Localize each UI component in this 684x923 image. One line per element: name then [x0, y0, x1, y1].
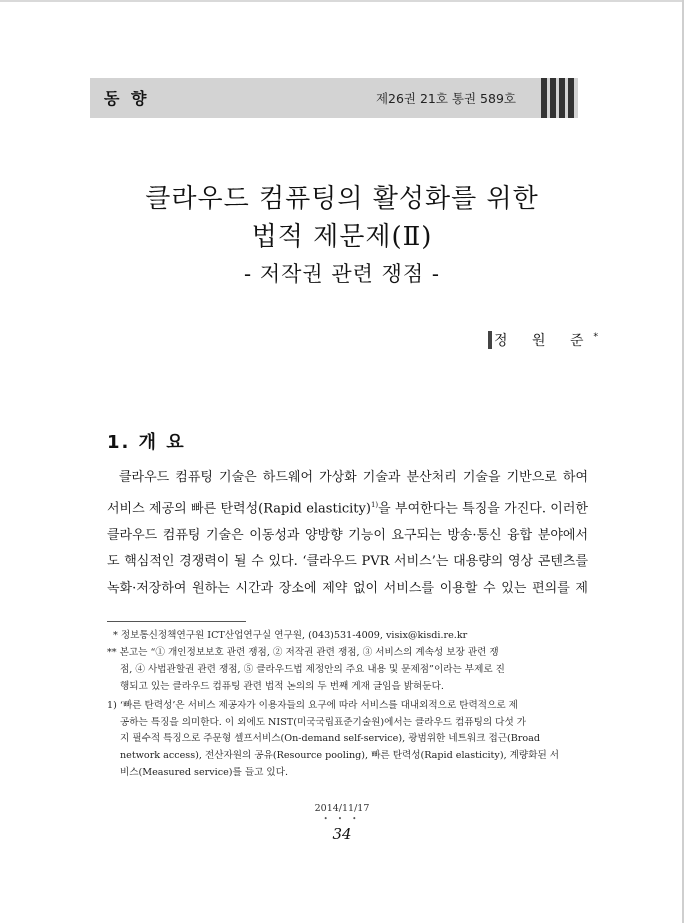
footnote-1: 1) ‘빠른 탄력성’은 서비스 제공자가 이용자들의 요구에 따라 서비스를 대내외적으로 탄력적으로 제 [107, 699, 518, 711]
footnote-series: ** 본고는 “① 개인정보보호 관련 쟁점, ② 저작권 관련 쟁점, ③ 서비스의 계속성 보장 관련 쟁 [107, 646, 499, 658]
body-line: 클라우드 컴퓨팅 기술은 이동성과 양방향 기능이 요구되는 방송·통신 융합 분야에서 [107, 527, 588, 543]
body-line: 녹화·저장하여 원하는 시간과 장소에 제약 없이 서비스를 이용할 수 있는 편의를 제 [107, 580, 588, 596]
footnote-1: network access), 전산자원의 공유(Resource pooling), 빠른 탄력성(Rapid elasticity), 계량화된 서 [120, 750, 560, 762]
footnote-1: 비스(Measured service)를 들고 있다. [120, 767, 289, 779]
body-line-part: 서비스 제공의 빠른 탄력성(Rapid elasticity) [107, 500, 371, 516]
footnote-1: 지 필수적 특징으로 주문형 셀프서비스(On-demand self-service), 광범위한 네트워크 접근(Broad [120, 733, 540, 745]
header-bar [541, 78, 547, 118]
author-name: 정 원 준 [494, 333, 594, 349]
footnote-series: 점, ④ 사법관할권 관련 쟁점, ⑤ 클라우드법 제정안의 주요 내용 및 문제점”이라는 부제로 진 [120, 663, 505, 675]
section-label: 동 향 [104, 89, 150, 108]
header-band [90, 78, 578, 118]
body-line [107, 492, 588, 523]
title-line-2: 법적 제문제(Ⅱ) [251, 222, 433, 252]
footnote-rule [107, 621, 246, 622]
issue-info: 제26권 21호 통권 589호 [375, 91, 516, 106]
body-line-part: 을 부여한다는 특징을 가진다. 이러한 [378, 500, 588, 516]
page-number: 34 [332, 825, 352, 843]
author-footnote-mark: * [593, 332, 598, 343]
header-bar [559, 78, 565, 118]
header-bars-decoration [541, 78, 574, 118]
header-bar [550, 78, 556, 118]
footnote-author: * 정보통신정책연구원 ICT산업연구실 연구원, (043)531-4009, visix@kisdi.re.kr [113, 630, 468, 641]
subtitle: - 저작권 관련 쟁점 - [244, 262, 440, 286]
footnote-series: 행되고 있는 클라우드 컴퓨팅 관련 법적 논의의 두 번째 게재 글임을 밝혀둔다. [120, 680, 444, 692]
author-marker [488, 331, 492, 349]
footer-date: 2014/11/17 [314, 803, 370, 814]
body-line: 도 핵심적인 경쟁력이 될 수 있다. ‘클라우드 PVR 서비스’는 대용량의 영상 콘텐츠를 [107, 554, 588, 570]
section-heading: 1. 개 요 [107, 432, 186, 453]
header-bar [568, 78, 574, 118]
body-line: 클라우드 컴퓨팅 기술은 하드웨어 가상화 기술과 분산처리 기술을 기반으로 하여 [119, 470, 588, 485]
footnote-1: 공하는 특징을 의미한다. 이 외에도 NIST(미국국립표준기술원)에서는 클라우드 컴퓨팅의 다섯 가 [120, 716, 527, 728]
footnotes [107, 628, 588, 782]
title-line-1: 클라우드 컴퓨팅의 활성화를 위한 [145, 184, 539, 214]
page-top-border [0, 0, 684, 2]
author [488, 330, 598, 350]
footnote-ref: 1) [370, 500, 379, 509]
footer-dots: • • • [323, 815, 361, 823]
body-paragraph [107, 465, 588, 602]
